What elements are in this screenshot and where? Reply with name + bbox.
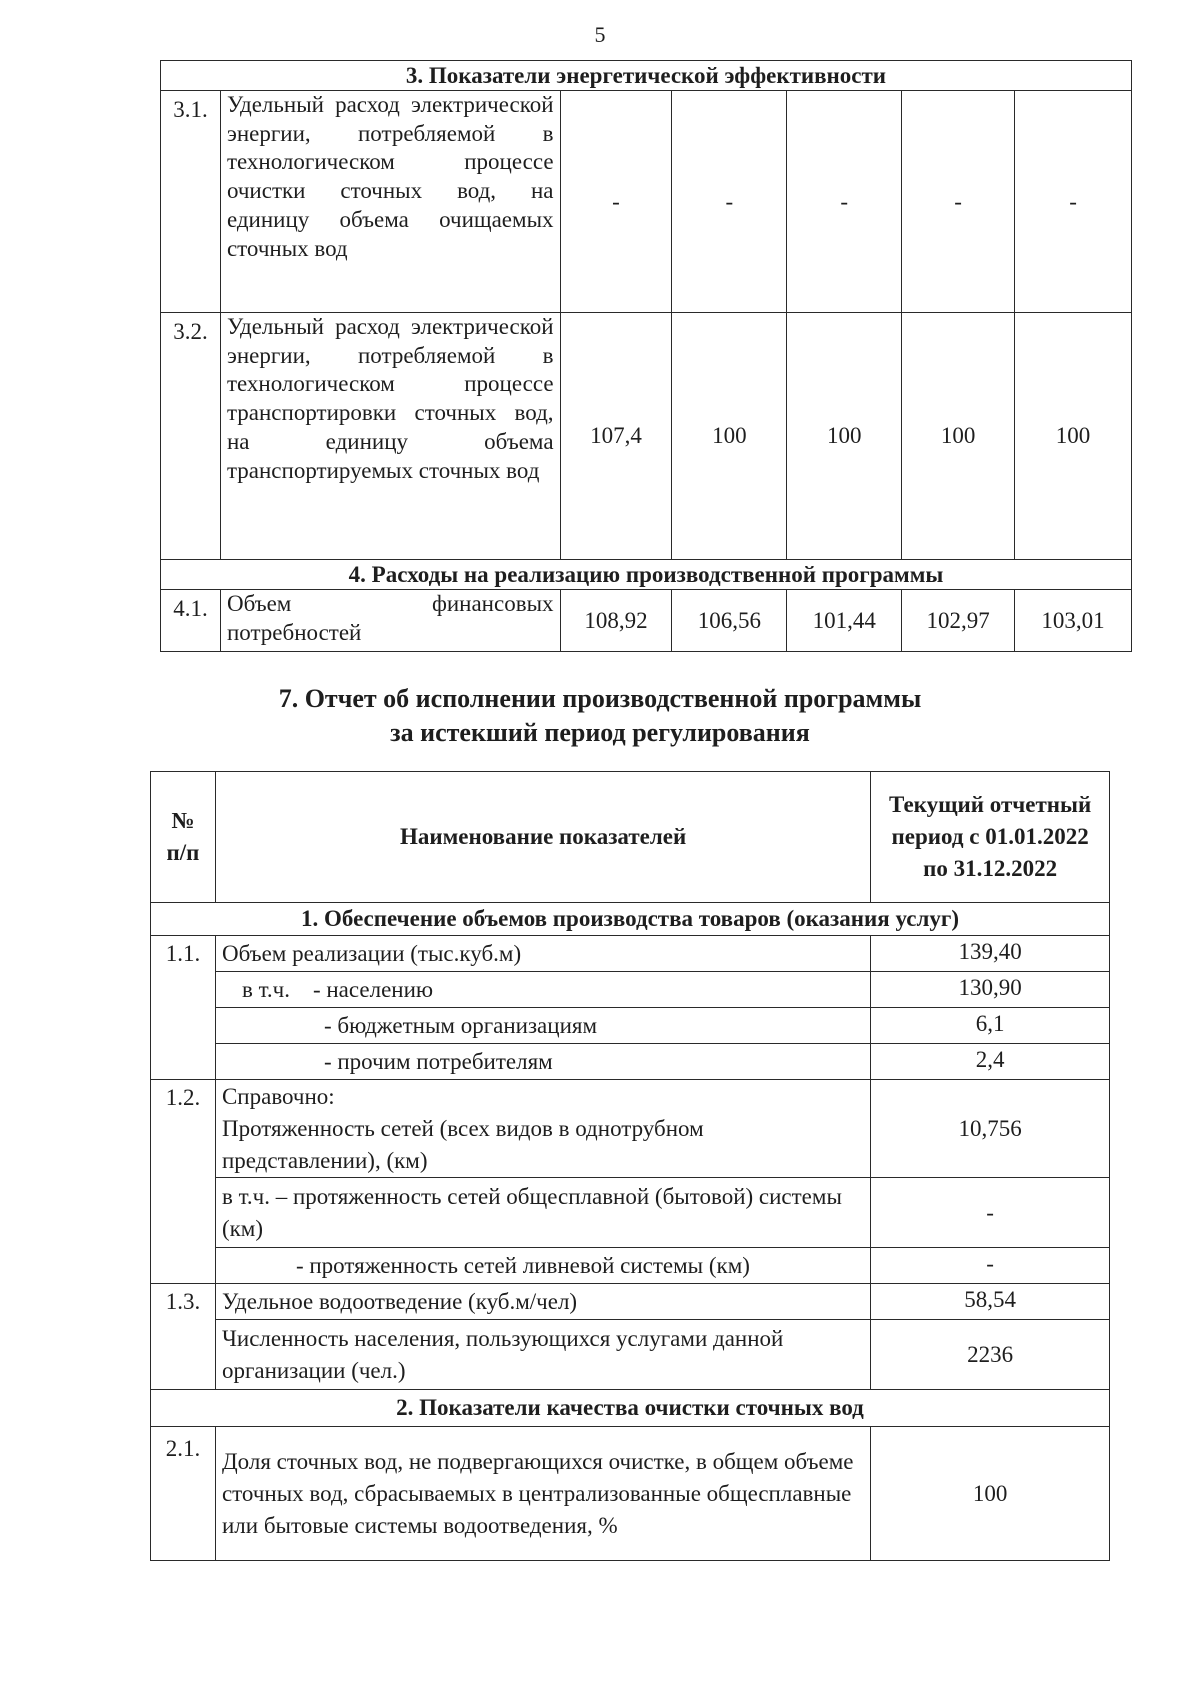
table-row [151,1284,1110,1320]
value-cell: 6,1 [871,1008,1110,1044]
value-cell: 100 [871,1427,1110,1561]
row-number: 3.2. [161,313,221,560]
section-4-title: 4. Расходы на реализацию производственной программы [161,560,1132,590]
header-period: Текущий отчетный период с 01.01.2022 по 31.12.2022 [871,772,1110,903]
table-row [151,972,1110,1008]
indicator-name: - бюджетным организациям [215,1008,870,1044]
value-cell: 101,44 [787,590,902,652]
value-cell: 106,56 [672,590,787,652]
value-cell: - [787,91,902,313]
report-table [150,771,1110,1561]
indicator-name: в т.ч. – протяженность сетей общесплавной (бытовой) системы (км) [215,1178,870,1248]
section-2-title: 2. Показатели качества очистки сточных вод [151,1390,1110,1427]
value-cell: 2236 [871,1320,1110,1390]
value-cell: 100 [902,313,1015,560]
report-title: 7. Отчет об исполнении производственной программы [278,684,922,713]
value-cell: 102,97 [902,590,1015,652]
indicator-name: Удельный расход электрической энергии, потребляемой в технологическом процессе транспортировки сточных вод, на единицу объема транспортируемых сточных вод [220,313,560,560]
indicator-name: - протяженность сетей ливневой системы (км) [215,1248,870,1284]
indicator-name: Доля сточных вод, не подвергающихся очистке, в общем объеме сточных вод, сбрасываемых в централизованные общесплавные или бытовые системы водоотведения, % [215,1427,870,1561]
row-number: 1.2. [151,1080,216,1284]
table-row [151,1248,1110,1284]
value-cell: - [1015,91,1132,313]
indicator-name: Численность населения, пользующихся услугами данной организации (чел.) [215,1320,870,1390]
indicators-table [160,60,1132,652]
value-cell: - [672,91,787,313]
section-1-title: 1. Обеспечение объемов производства товаров (оказания услуг) [151,903,1110,936]
value-cell: 130,90 [871,972,1110,1008]
row-number: 2.1. [151,1427,216,1561]
table-row [151,1008,1110,1044]
indicator-name: - прочим потребителям [215,1044,870,1080]
indicator-name: Удельное водоотведение (куб.м/чел) [215,1284,870,1320]
indicator-name: Объем финансовых потребностей [220,590,560,652]
row-number: 3.1. [161,91,221,313]
table-row [151,936,1110,972]
value-cell: 100 [787,313,902,560]
section-3-title: 3. Показатели энергетической эффективности [161,61,1132,91]
indicator-name [215,972,870,1008]
header-name: Наименование показателей [215,772,870,903]
header-number: № п/п [151,772,216,903]
value-cell: 103,01 [1015,590,1132,652]
indicator-name: Объем реализации (тыс.куб.м) [215,936,870,972]
page-number: 5 [594,22,606,47]
table-row [151,1427,1110,1561]
value-cell: - [902,91,1015,313]
value-cell: 10,756 [871,1080,1110,1178]
value-cell: 58,54 [871,1284,1110,1320]
table-row [161,91,1132,313]
indicator-name [215,1080,870,1178]
table-row [161,590,1132,652]
value-cell: 108,92 [560,590,672,652]
value-cell: 2,4 [871,1044,1110,1080]
value-cell: - [560,91,672,313]
value-cell: 100 [1015,313,1132,560]
network-length-label: Протяженность сетей (всех видов в однотрубном представлении), (км) [221,1115,704,1173]
row-number: 4.1. [161,590,221,652]
report-subtitle: за истекший период регулирования [390,718,810,747]
subitem-label: - населению [312,976,434,1002]
row-number: 1.3. [151,1284,216,1390]
reference-label: Справочно: [221,1083,335,1109]
value-cell: - [871,1178,1110,1248]
row-number: 1.1. [151,936,216,1080]
table-row [151,1320,1110,1390]
value-cell: - [871,1248,1110,1284]
subitem-prefix: в т.ч. [241,976,290,1002]
value-cell: 139,40 [871,936,1110,972]
value-cell: 107,4 [560,313,672,560]
table-row [161,313,1132,560]
table-row [151,1178,1110,1248]
indicator-name: Удельный расход электрической энергии, потребляемой в технологическом процессе очистки сточных вод, на единицу объема очищаемых сточных вод [220,91,560,313]
table-row [151,1044,1110,1080]
value-cell: 100 [672,313,787,560]
table-row [151,1080,1110,1178]
